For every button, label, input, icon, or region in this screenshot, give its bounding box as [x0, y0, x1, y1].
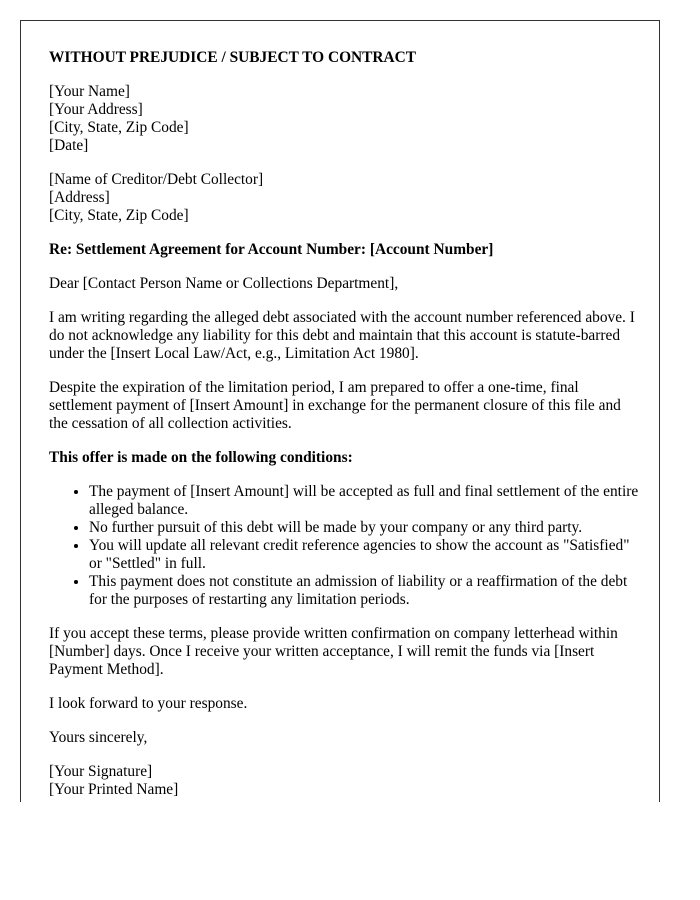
sign-off: Yours sincerely, [49, 729, 148, 746]
signature: [Your Signature] [49, 763, 153, 780]
sender-address-line: [Your Address] [49, 101, 143, 118]
sender-name: [Your Name] [49, 83, 130, 100]
condition-item: • This payment does not constitute an admission of liability or a reaffirmation of the debt for the purposes of restarting any limitation periods. [89, 573, 639, 609]
printed-name: [Your Printed Name] [49, 781, 179, 798]
conditions-heading: This offer is made on the following conditions: [49, 449, 353, 466]
sender-city: [City, State, Zip Code] [49, 119, 189, 136]
closing-line: I look forward to your response. [49, 695, 248, 712]
condition-item: • The payment of [Insert Amount] will be accepted as full and final settlement of the entire alleged balance. [89, 483, 639, 519]
condition-item: • You will update all relevant credit reference agencies to show the account as "Satisfied" or "Settled" in full. [89, 537, 639, 573]
condition-item: • No further pursuit of this debt will be made by your company or any third party. [89, 519, 639, 537]
subject-line: Re: Settlement Agreement for Account Number: [Account Number] [49, 241, 494, 258]
paragraph-acceptance: If you accept these terms, please provide written confirmation on company letterhead within [Number] days. Once I receive your written acceptance, I will remit the funds via [Insert Payment Method]. [49, 625, 618, 678]
letter-page [20, 20, 660, 802]
paragraph-offer: Despite the expiration of the limitation period, I am prepared to offer a one-time, final settlement payment of [Insert Amount] in exchange for the permanent closure of this file and the cessation of all collection activities. [49, 379, 621, 432]
letter-content [49, 49, 639, 802]
recipient-name: [Name of Creditor/Debt Collector] [49, 171, 264, 188]
recipient-address [49, 171, 639, 225]
signature-block [49, 763, 639, 799]
salutation: Dear [Contact Person Name or Collections Department], [49, 275, 399, 292]
paragraph-denial: I am writing regarding the alleged debt associated with the account number referenced above. I do not acknowledge any liability for this debt and maintain that this account is statute-barred under the [Insert Local Law/Act, e.g., Limitation Act 1980]. [49, 309, 635, 362]
letter-date: [Date] [49, 137, 89, 154]
sender-address [49, 83, 639, 155]
recipient-address-line: [Address] [49, 189, 110, 206]
conditions-list [49, 483, 639, 609]
letter-header: WITHOUT PREJUDICE / SUBJECT TO CONTRACT [49, 49, 417, 66]
recipient-city: [City, State, Zip Code] [49, 207, 189, 224]
